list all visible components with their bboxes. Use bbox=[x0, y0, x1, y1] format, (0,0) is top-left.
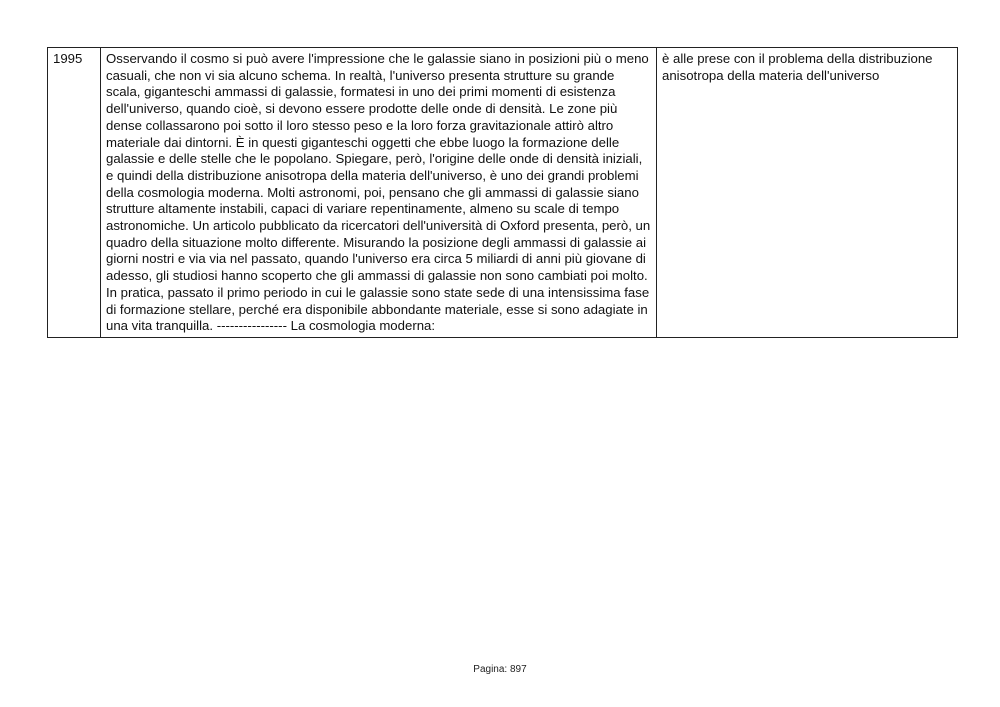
page-number: Pagina: 897 bbox=[473, 664, 527, 675]
description-cell: Osservando il cosmo si può avere l'impressione che le galassie siano in posizioni più o meno casuali, che non vi sia alcuno schema. In realtà, l'universo presenta strutture su grande scala, giganteschi ammassi di galassie, formatesi in uno dei primi momenti di esistenza dell'universo, quando cioè, si devono essere prodotte delle onde di densità. Le zone più dense collassarono poi sotto il loro stesso peso e la loro forza gravitazionale attirò altro materiale dai dintorni. È in questi giganteschi oggetti che ebbe luogo la formazione delle galassie e delle stelle che le popolano. Spiegare, però, l'origine delle onde di densità iniziali, e quindi della distribuzione anisotropa della materia dell'universo, è uno dei grandi problemi della cosmologia moderna. Molti astronomi, poi, pensano che gli ammassi di galassie siano strutture altamente instabili, capaci di variare repentinamente, almeno su scale di tempo astronomiche. Un articolo pubblicato da ricercatori dell'università di Oxford presenta, però, un quadro della situazione molto differente. Misurando la posizione degli ammassi di galassie ai giorni nostri e via via nel passato, quando l'universo era circa 5 miliardi di anni più giovane di adesso, gli studiosi hanno scoperto che gli ammassi di galassie non sono cambiati poi molto. In pratica, passato il primo periodo in cui le galassie sono state sede di una intensissima fase di formazione stellare, perché era disponibile abbondante materiale, esse si sono adagiate in una vita tranquilla. ---------------- La cosmologia moderna: bbox=[101, 48, 657, 338]
content-table bbox=[47, 47, 958, 338]
year-cell: 1995 bbox=[48, 48, 101, 338]
table-row bbox=[48, 48, 958, 338]
note-cell: è alle prese con il problema della distribuzione anisotropa della materia dell'universo bbox=[657, 48, 958, 338]
